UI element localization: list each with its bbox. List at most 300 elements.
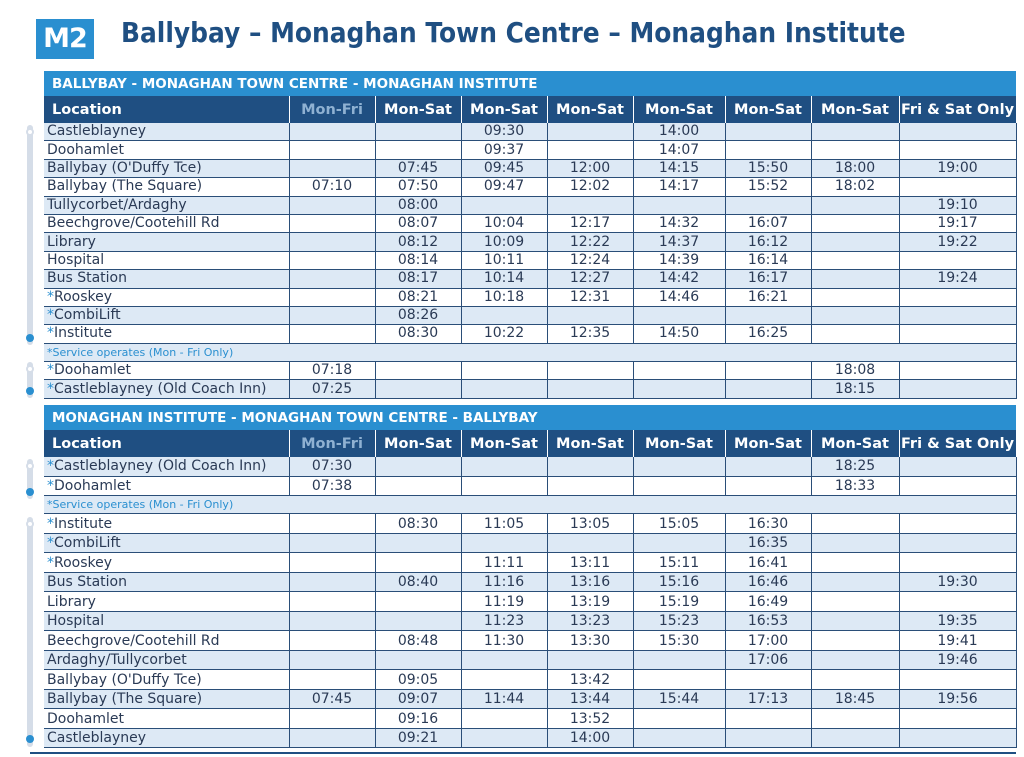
departure-time: 07:18 bbox=[289, 362, 375, 380]
departure-time: 07:30 bbox=[289, 457, 375, 476]
departure-time: 15:23 bbox=[633, 611, 725, 631]
departure-time bbox=[811, 631, 899, 651]
inbound-header-row bbox=[44, 430, 1016, 457]
departure-time bbox=[811, 553, 899, 573]
departure-time: 19:35 bbox=[899, 611, 1016, 631]
departure-time bbox=[811, 728, 899, 748]
departure-time bbox=[633, 650, 725, 670]
col-header-5: Mon-Sat bbox=[633, 96, 725, 123]
departure-time: 14:15 bbox=[633, 159, 725, 177]
departure-time bbox=[899, 362, 1016, 380]
stop-name bbox=[44, 251, 289, 269]
table-row bbox=[44, 270, 1016, 288]
departure-time: 11:44 bbox=[461, 689, 547, 709]
service-note-row bbox=[44, 343, 1016, 361]
departure-time bbox=[899, 325, 1016, 343]
departure-time bbox=[811, 572, 899, 592]
departure-time: 13:44 bbox=[547, 689, 633, 709]
stop-name bbox=[44, 380, 289, 398]
departure-time bbox=[375, 650, 461, 670]
stop-name-text: Ballybay (The Square) bbox=[47, 178, 203, 195]
departure-time bbox=[289, 650, 375, 670]
departure-time bbox=[899, 288, 1016, 306]
departure-time bbox=[725, 476, 811, 496]
departure-time: 16:21 bbox=[725, 288, 811, 306]
col-header-2: Mon-Sat bbox=[375, 430, 461, 457]
departure-time bbox=[289, 533, 375, 553]
departure-time bbox=[725, 123, 811, 141]
departure-time bbox=[899, 123, 1016, 141]
departure-time bbox=[633, 670, 725, 690]
stop-name bbox=[44, 233, 289, 251]
stop-name-text: CombiLift bbox=[54, 535, 121, 552]
departure-time: 09:45 bbox=[461, 159, 547, 177]
departure-time bbox=[375, 611, 461, 631]
departure-time bbox=[899, 380, 1016, 398]
departure-time bbox=[375, 592, 461, 612]
stop-name-text: Library bbox=[47, 593, 96, 610]
table-row bbox=[44, 362, 1016, 380]
departure-time: 18:33 bbox=[811, 476, 899, 496]
departure-time bbox=[811, 123, 899, 141]
departure-time bbox=[289, 214, 375, 232]
outbound-rows bbox=[44, 123, 1016, 398]
departure-time: 18:25 bbox=[811, 457, 899, 476]
departure-time: 13:42 bbox=[547, 670, 633, 690]
departure-time: 12:31 bbox=[547, 288, 633, 306]
asterisk-mark: * bbox=[47, 458, 54, 475]
table-row bbox=[44, 325, 1016, 343]
departure-time: 09:30 bbox=[461, 123, 547, 141]
departure-time bbox=[725, 380, 811, 398]
stop-name-text: Castleblayney (Old Coach Inn) bbox=[54, 458, 267, 475]
route-line-outbound-extra bbox=[25, 362, 35, 398]
departure-time: 12:27 bbox=[547, 270, 633, 288]
departure-time: 09:05 bbox=[375, 670, 461, 690]
departure-time bbox=[547, 196, 633, 214]
departure-time bbox=[899, 141, 1016, 159]
departure-time bbox=[289, 306, 375, 324]
departure-time bbox=[547, 123, 633, 141]
stop-name-text: Doohamlet bbox=[54, 362, 131, 379]
stop-name-text: Bus Station bbox=[47, 574, 127, 591]
table-row bbox=[44, 196, 1016, 214]
col-header-4: Mon-Sat bbox=[547, 96, 633, 123]
stop-name bbox=[44, 362, 289, 380]
table-row bbox=[44, 214, 1016, 232]
departure-time bbox=[289, 728, 375, 748]
stop-name-text: Castleblayney bbox=[47, 730, 147, 747]
table-row bbox=[44, 288, 1016, 306]
table-row bbox=[44, 514, 1016, 534]
table-row bbox=[44, 159, 1016, 177]
departure-time: 13:16 bbox=[547, 572, 633, 592]
departure-time: 13:05 bbox=[547, 514, 633, 534]
departure-time bbox=[289, 553, 375, 573]
stop-name bbox=[44, 514, 289, 534]
table-row bbox=[44, 233, 1016, 251]
stop-name-text: Hospital bbox=[47, 251, 105, 268]
asterisk-mark: * bbox=[47, 362, 54, 379]
asterisk-mark: * bbox=[47, 554, 54, 571]
departure-time bbox=[633, 380, 725, 398]
stop-name bbox=[44, 325, 289, 343]
departure-time bbox=[289, 572, 375, 592]
col-header-4: Mon-Sat bbox=[547, 430, 633, 457]
departure-time: 08:30 bbox=[375, 325, 461, 343]
outbound-table bbox=[44, 96, 1017, 399]
stop-name-text: Castleblayney bbox=[47, 123, 147, 140]
departure-time bbox=[725, 670, 811, 690]
departure-time bbox=[811, 670, 899, 690]
departure-time bbox=[725, 457, 811, 476]
departure-time: 08:40 bbox=[375, 572, 461, 592]
departure-time bbox=[289, 270, 375, 288]
departure-time bbox=[547, 380, 633, 398]
departure-time: 11:05 bbox=[461, 514, 547, 534]
departure-time bbox=[289, 251, 375, 269]
departure-time: 07:45 bbox=[289, 689, 375, 709]
departure-time: 16:14 bbox=[725, 251, 811, 269]
departure-time bbox=[461, 457, 547, 476]
stop-name bbox=[44, 728, 289, 748]
end-stop-dot bbox=[26, 387, 34, 395]
departure-time bbox=[289, 709, 375, 729]
departure-time: 16:12 bbox=[725, 233, 811, 251]
stop-name bbox=[44, 611, 289, 631]
departure-time bbox=[725, 141, 811, 159]
stop-name-text: Beechgrove/Cootehill Rd bbox=[47, 215, 220, 232]
table-row bbox=[44, 123, 1016, 141]
departure-time: 15:44 bbox=[633, 689, 725, 709]
service-note-row bbox=[44, 496, 1016, 514]
table-row bbox=[44, 251, 1016, 269]
departure-time: 16:25 bbox=[725, 325, 811, 343]
departure-time bbox=[461, 380, 547, 398]
departure-time: 19:17 bbox=[899, 214, 1016, 232]
stop-name-text: Castleblayney (Old Coach Inn) bbox=[54, 380, 267, 397]
departure-time bbox=[461, 709, 547, 729]
departure-time bbox=[811, 196, 899, 214]
stop-name bbox=[44, 533, 289, 553]
stop-name bbox=[44, 476, 289, 496]
departure-time bbox=[289, 159, 375, 177]
departure-time: 14:17 bbox=[633, 178, 725, 196]
departure-time bbox=[811, 251, 899, 269]
departure-time bbox=[899, 514, 1016, 534]
table-row bbox=[44, 709, 1016, 729]
asterisk-mark: * bbox=[47, 307, 54, 324]
departure-time: 15:11 bbox=[633, 553, 725, 573]
departure-time bbox=[633, 306, 725, 324]
departure-time bbox=[289, 611, 375, 631]
departure-time: 14:00 bbox=[633, 123, 725, 141]
departure-time bbox=[375, 380, 461, 398]
route-line-outbound bbox=[25, 125, 35, 345]
departure-time bbox=[375, 123, 461, 141]
departure-time: 10:14 bbox=[461, 270, 547, 288]
departure-time bbox=[899, 178, 1016, 196]
departure-time bbox=[547, 533, 633, 553]
table-row bbox=[44, 457, 1016, 476]
col-header-3: Mon-Sat bbox=[461, 96, 547, 123]
departure-time: 16:35 bbox=[725, 533, 811, 553]
departure-time: 09:37 bbox=[461, 141, 547, 159]
departure-time: 09:47 bbox=[461, 178, 547, 196]
departure-time: 12:24 bbox=[547, 251, 633, 269]
stop-name-text: Institute bbox=[54, 515, 113, 532]
departure-time: 19:10 bbox=[899, 196, 1016, 214]
route-line-inbound-pre bbox=[25, 459, 35, 499]
asterisk-mark: * bbox=[47, 325, 54, 342]
departure-time bbox=[461, 670, 547, 690]
stop-name-text: Rooskey bbox=[54, 554, 113, 571]
departure-time: 13:19 bbox=[547, 592, 633, 612]
col-header-5: Mon-Sat bbox=[633, 430, 725, 457]
departure-time bbox=[811, 325, 899, 343]
departure-time: 08:26 bbox=[375, 306, 461, 324]
asterisk-mark: * bbox=[47, 380, 54, 397]
stop-name-text: Doohamlet bbox=[47, 141, 124, 158]
departure-time bbox=[811, 611, 899, 631]
start-stop-dot bbox=[26, 365, 34, 373]
stop-name bbox=[44, 159, 289, 177]
end-stop-dot bbox=[26, 735, 34, 743]
col-header-location: Location bbox=[44, 430, 289, 457]
departure-time: 12:17 bbox=[547, 214, 633, 232]
stop-name bbox=[44, 123, 289, 141]
start-stop-dot bbox=[26, 462, 34, 470]
stop-name bbox=[44, 141, 289, 159]
departure-time: 15:30 bbox=[633, 631, 725, 651]
departure-time bbox=[899, 476, 1016, 496]
departure-time bbox=[375, 141, 461, 159]
departure-time: 14:07 bbox=[633, 141, 725, 159]
departure-time bbox=[811, 270, 899, 288]
departure-time: 08:17 bbox=[375, 270, 461, 288]
stop-name-text: Bus Station bbox=[47, 270, 127, 287]
departure-time: 19:30 bbox=[899, 572, 1016, 592]
page-title: Ballybay – Monaghan Town Centre – Monaghan Institute bbox=[121, 16, 906, 49]
table-row bbox=[44, 306, 1016, 324]
departure-time bbox=[811, 533, 899, 553]
departure-time: 11:11 bbox=[461, 553, 547, 573]
departure-time: 15:05 bbox=[633, 514, 725, 534]
departure-time bbox=[725, 362, 811, 380]
table-row bbox=[44, 728, 1016, 748]
outbound-timetable bbox=[44, 71, 1016, 399]
departure-time: 12:02 bbox=[547, 178, 633, 196]
departure-time bbox=[899, 306, 1016, 324]
departure-time bbox=[289, 288, 375, 306]
departure-time: 08:21 bbox=[375, 288, 461, 306]
departure-time bbox=[899, 670, 1016, 690]
table-row bbox=[44, 572, 1016, 592]
departure-time: 08:48 bbox=[375, 631, 461, 651]
stop-name-text: Rooskey bbox=[54, 288, 113, 305]
departure-time bbox=[811, 514, 899, 534]
outbound-section-title: BALLYBAY - MONAGHAN TOWN CENTRE - MONAGHAN INSTITUTE bbox=[44, 71, 1016, 96]
stop-name-text: Ballybay (O'Duffy Tce) bbox=[47, 159, 202, 176]
departure-time: 14:00 bbox=[547, 728, 633, 748]
departure-time bbox=[725, 709, 811, 729]
departure-time: 16:46 bbox=[725, 572, 811, 592]
inbound-timetable bbox=[44, 405, 1016, 748]
departure-time: 19:22 bbox=[899, 233, 1016, 251]
departure-time: 07:38 bbox=[289, 476, 375, 496]
departure-time: 08:00 bbox=[375, 196, 461, 214]
departure-time bbox=[633, 196, 725, 214]
departure-time: 15:16 bbox=[633, 572, 725, 592]
departure-time bbox=[461, 533, 547, 553]
departure-time: 17:13 bbox=[725, 689, 811, 709]
departure-time bbox=[899, 533, 1016, 553]
table-row bbox=[44, 631, 1016, 651]
departure-time bbox=[547, 650, 633, 670]
departure-time bbox=[899, 457, 1016, 476]
departure-time: 10:09 bbox=[461, 233, 547, 251]
route-line-inbound bbox=[25, 517, 35, 747]
departure-time: 15:52 bbox=[725, 178, 811, 196]
departure-time: 12:35 bbox=[547, 325, 633, 343]
departure-time: 07:50 bbox=[375, 178, 461, 196]
col-header-6: Mon-Sat bbox=[725, 430, 811, 457]
departure-time bbox=[289, 592, 375, 612]
table-row bbox=[44, 689, 1016, 709]
departure-time: 09:16 bbox=[375, 709, 461, 729]
departure-time: 17:06 bbox=[725, 650, 811, 670]
col-header-6: Mon-Sat bbox=[725, 96, 811, 123]
stop-name bbox=[44, 592, 289, 612]
departure-time bbox=[289, 141, 375, 159]
stop-name-text: Hospital bbox=[47, 613, 105, 630]
stop-name bbox=[44, 457, 289, 476]
stop-name bbox=[44, 553, 289, 573]
departure-time bbox=[811, 592, 899, 612]
start-stop-dot bbox=[26, 128, 34, 136]
stop-name bbox=[44, 670, 289, 690]
departure-time bbox=[289, 514, 375, 534]
stop-name bbox=[44, 709, 289, 729]
col-header-location: Location bbox=[44, 96, 289, 123]
departure-time: 13:23 bbox=[547, 611, 633, 631]
table-row bbox=[44, 592, 1016, 612]
inbound-rows bbox=[44, 457, 1016, 748]
asterisk-mark: * bbox=[47, 477, 54, 494]
departure-time: 17:00 bbox=[725, 631, 811, 651]
departure-time: 14:50 bbox=[633, 325, 725, 343]
stop-name bbox=[44, 306, 289, 324]
departure-time bbox=[375, 362, 461, 380]
stop-name-text: CombiLift bbox=[54, 307, 121, 324]
departure-time: 07:25 bbox=[289, 380, 375, 398]
departure-time: 15:19 bbox=[633, 592, 725, 612]
stop-name bbox=[44, 214, 289, 232]
departure-time: 18:08 bbox=[811, 362, 899, 380]
table-row bbox=[44, 611, 1016, 631]
table-row bbox=[44, 178, 1016, 196]
departure-time bbox=[811, 214, 899, 232]
departure-time: 18:15 bbox=[811, 380, 899, 398]
departure-time bbox=[547, 362, 633, 380]
departure-time bbox=[633, 457, 725, 476]
col-header-7: Mon-Sat bbox=[811, 96, 899, 123]
page-header bbox=[0, 0, 1024, 68]
stop-name bbox=[44, 270, 289, 288]
departure-time: 19:24 bbox=[899, 270, 1016, 288]
departure-time: 16:30 bbox=[725, 514, 811, 534]
stop-name bbox=[44, 178, 289, 196]
departure-time bbox=[811, 141, 899, 159]
stop-name-text: Ballybay (The Square) bbox=[47, 691, 203, 708]
departure-time bbox=[899, 251, 1016, 269]
stop-name bbox=[44, 650, 289, 670]
outbound-header-row bbox=[44, 96, 1016, 123]
stop-name bbox=[44, 196, 289, 214]
col-header-1: Mon-Fri bbox=[289, 430, 375, 457]
departure-time bbox=[725, 306, 811, 324]
departure-time: 14:42 bbox=[633, 270, 725, 288]
col-header-8: Fri & Sat Only bbox=[899, 430, 1016, 457]
bottom-divider bbox=[30, 752, 1016, 754]
table-row bbox=[44, 533, 1016, 553]
table-row bbox=[44, 141, 1016, 159]
departure-time bbox=[811, 233, 899, 251]
departure-time bbox=[547, 141, 633, 159]
table-row bbox=[44, 553, 1016, 573]
departure-time: 18:45 bbox=[811, 689, 899, 709]
departure-time: 10:22 bbox=[461, 325, 547, 343]
departure-time bbox=[289, 196, 375, 214]
departure-time: 18:00 bbox=[811, 159, 899, 177]
departure-time: 14:39 bbox=[633, 251, 725, 269]
departure-time: 19:41 bbox=[899, 631, 1016, 651]
departure-time bbox=[289, 123, 375, 141]
departure-time bbox=[633, 709, 725, 729]
end-stop-dot bbox=[26, 334, 34, 342]
departure-time: 10:04 bbox=[461, 214, 547, 232]
departure-time bbox=[633, 476, 725, 496]
departure-time: 12:00 bbox=[547, 159, 633, 177]
col-header-7: Mon-Sat bbox=[811, 430, 899, 457]
departure-time bbox=[461, 306, 547, 324]
service-note: *Service operates (Mon - Fri Only) bbox=[44, 496, 1016, 514]
table-row bbox=[44, 670, 1016, 690]
asterisk-mark: * bbox=[47, 515, 54, 532]
departure-time bbox=[289, 631, 375, 651]
stop-name-text: Beechgrove/Cootehill Rd bbox=[47, 632, 220, 649]
departure-time bbox=[899, 709, 1016, 729]
departure-time: 19:00 bbox=[899, 159, 1016, 177]
departure-time bbox=[633, 728, 725, 748]
departure-time: 14:32 bbox=[633, 214, 725, 232]
departure-time bbox=[375, 533, 461, 553]
departure-time: 13:11 bbox=[547, 553, 633, 573]
departure-time bbox=[289, 233, 375, 251]
departure-time bbox=[461, 476, 547, 496]
stop-name bbox=[44, 689, 289, 709]
departure-time bbox=[461, 196, 547, 214]
inbound-table bbox=[44, 430, 1017, 748]
departure-time: 15:50 bbox=[725, 159, 811, 177]
stop-name-text: Doohamlet bbox=[54, 477, 131, 494]
inbound-section-title: MONAGHAN INSTITUTE - MONAGHAN TOWN CENTRE - BALLYBAY bbox=[44, 405, 1016, 430]
departure-time bbox=[811, 306, 899, 324]
departure-time: 13:52 bbox=[547, 709, 633, 729]
departure-time bbox=[375, 476, 461, 496]
departure-time bbox=[633, 362, 725, 380]
stop-name-text: Ballybay (O'Duffy Tce) bbox=[47, 671, 202, 688]
